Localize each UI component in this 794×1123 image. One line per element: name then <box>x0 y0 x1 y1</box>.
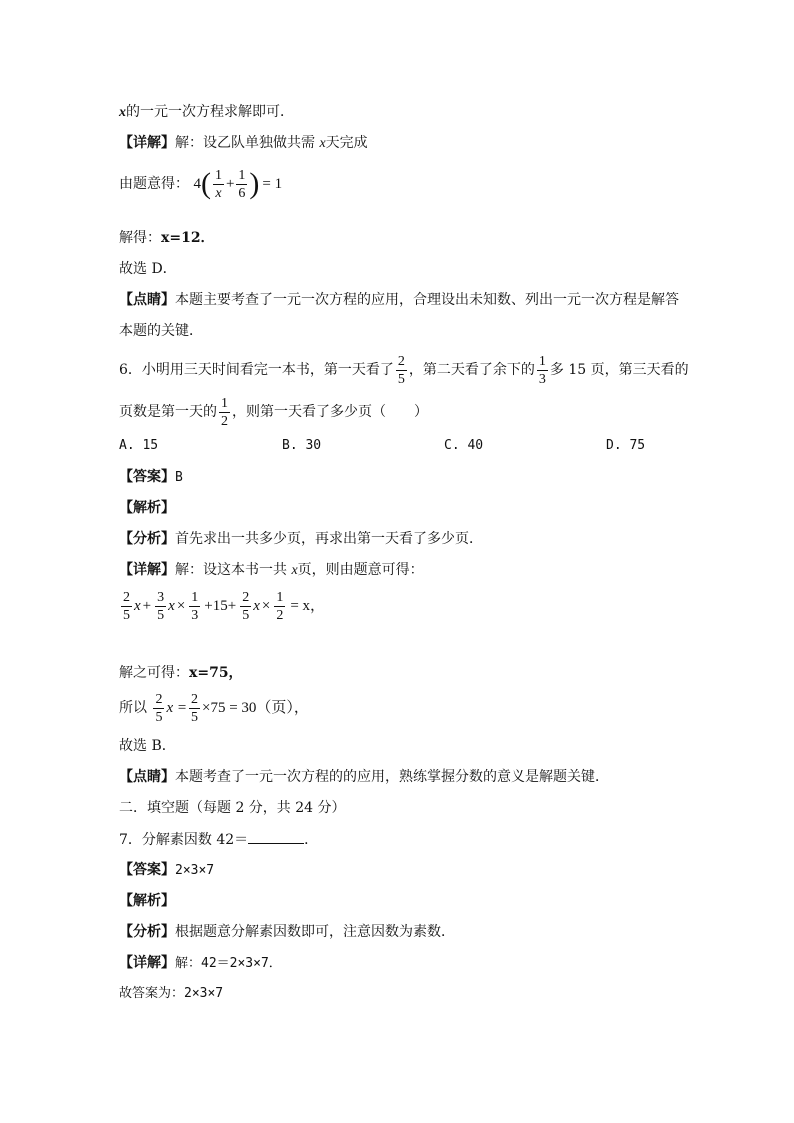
numerator: 1 <box>238 167 246 183</box>
so-line <box>119 690 309 726</box>
line-text: 天完成 <box>325 135 368 151</box>
option-b: B. 30 <box>282 438 322 453</box>
numerator: 1 <box>221 395 228 411</box>
eq-tail: ×75 = 30（页）， <box>201 700 309 716</box>
fraction <box>537 354 548 387</box>
comment-line <box>119 767 609 787</box>
line-text: 7．分解素因数 42＝ <box>119 832 249 848</box>
answer-tag: 【答案】 <box>119 469 175 485</box>
text-line-7 <box>119 321 203 341</box>
option-d: D. 75 <box>606 438 646 453</box>
line-text: 解得： <box>119 230 161 246</box>
rhs: = 1 <box>262 176 283 192</box>
analysis-tag-7: 【解析】 <box>119 893 175 909</box>
detail-line-7 <box>119 953 282 974</box>
fraction: $\frac{2}{5}$ <box>190 691 198 725</box>
coefficient: 4 <box>193 176 201 192</box>
numerator: 1 <box>538 353 546 369</box>
line-text: 解：设乙队单独做共需 <box>175 135 320 151</box>
fraction: $\frac{1}{2}$ <box>276 589 284 623</box>
line-text: ，第二天看了余下的 <box>408 362 535 378</box>
comment-tag: 【点睛】 <box>119 769 175 785</box>
var-x: x <box>291 563 298 578</box>
eq-mid: x = <box>166 700 187 716</box>
denominator: x <box>215 185 222 201</box>
fraction: $\frac{2}{5}$ <box>242 589 250 623</box>
line-text: 解：42＝2×3×7． <box>175 956 282 971</box>
fraction: $\frac{2}{5}$ <box>155 691 163 725</box>
question-6-line-1 <box>119 352 689 388</box>
denominator: 3 <box>538 371 546 387</box>
line-text: 根据题意分解素因数即可，注意因数为素数． <box>175 924 455 940</box>
right-paren: ) <box>249 167 260 200</box>
rhs: = x， <box>290 598 326 614</box>
answer-line <box>119 467 183 488</box>
line-text: ． <box>304 832 319 848</box>
question-7 <box>119 829 318 850</box>
fraction: $\frac{2}{5}$ <box>123 589 130 623</box>
line-text: 首先求出一共多少页，再求出第一天看了多少页． <box>175 531 483 547</box>
analysis-sub-tag: 【分析】 <box>119 531 175 547</box>
fraction <box>219 396 230 429</box>
equation: $\frac{2}{5}$ x + $\frac{3}{5}$ x × $\frac{1}{3}$ +15+ $\frac{2}{5}$ x × $\frac{1}{2}$ = x， <box>119 586 325 626</box>
line-text: 的一元一次方程求解即可． <box>126 104 294 120</box>
solution: x=75， <box>189 665 243 681</box>
answer-line-7 <box>119 860 214 881</box>
choose-line: 故选 B． <box>119 738 176 754</box>
detail-tag: 【详解】 <box>119 135 175 151</box>
text-line-1 <box>119 102 294 123</box>
var-x: x <box>119 105 126 120</box>
line-text: 页，则由题意可得： <box>297 562 424 578</box>
left-paren: ( <box>200 167 211 200</box>
numerator: 2 <box>397 353 405 369</box>
line-text: 多 15 页，第三天看的 <box>549 362 689 378</box>
comment-tag: 【点睛】 <box>119 292 175 308</box>
answer-value: 2×3×7 <box>175 863 215 878</box>
fraction <box>236 168 247 201</box>
solution-line <box>119 663 243 683</box>
fraction <box>213 168 224 201</box>
option-c: C. 40 <box>444 438 484 453</box>
line-text: 解之可得： <box>119 665 189 681</box>
line-text: 故选 D． <box>119 261 177 277</box>
line-text: 本题考查了一元一次方程的的应用，熟练掌握分数的意义是解题关键． <box>175 769 609 785</box>
denominator: 6 <box>238 185 246 201</box>
analysis-tag: 【解析】 <box>119 500 175 516</box>
analysis-line-7 <box>119 922 455 942</box>
equation-line-2 <box>119 586 325 626</box>
equation <box>193 164 282 204</box>
line-text: 解：设这本书一共 <box>175 562 292 578</box>
plus-sign: + <box>225 176 235 192</box>
answer-tag: 【答案】 <box>119 862 175 878</box>
fraction <box>396 354 407 387</box>
numerator: 1 <box>214 167 222 183</box>
fraction: $\frac{1}{3}$ <box>191 589 199 623</box>
line-text: 所以 <box>119 700 147 716</box>
denominator: 5 <box>397 371 405 387</box>
solution: x=12． <box>161 230 215 246</box>
var-x: x <box>319 136 326 151</box>
line-text: ，则第一天看了多少页（ ） <box>232 404 428 420</box>
detail-tag: 【详解】 <box>119 955 175 971</box>
section-heading: 二．填空题（每题 2 分，共 24 分） <box>119 800 346 816</box>
text-line-4 <box>119 228 215 248</box>
detail-tag: 【详解】 <box>119 562 175 578</box>
denominator: 2 <box>221 413 228 429</box>
answer-blank <box>248 829 304 844</box>
analysis-line <box>119 529 483 549</box>
analysis-sub-tag: 【分析】 <box>119 924 175 940</box>
text-line-6 <box>119 290 679 310</box>
answer-value: B <box>175 470 183 485</box>
equation-line-1 <box>119 164 282 204</box>
detail-line <box>119 560 424 581</box>
fraction: $\frac{3}{5}$ <box>157 589 165 623</box>
text-line-2 <box>119 133 368 154</box>
final-answer-line: 故答案为：2×3×7 <box>119 986 224 1001</box>
equation <box>151 690 308 726</box>
line-text: 本题的关键． <box>119 323 203 339</box>
line-text: 6．小明用三天时间看完一本书，第一天看了 <box>119 362 394 378</box>
line-text: 本题主要考查了一元一次方程的应用，合理设出未知数、列出一元一次方程是解答 <box>175 292 679 308</box>
line-text: 页数是第一天的 <box>119 404 217 420</box>
option-a: A. 15 <box>119 438 159 453</box>
text-line-5 <box>119 259 177 279</box>
question-6-line-2 <box>119 394 428 430</box>
line-text: 由题意得： <box>119 176 189 192</box>
